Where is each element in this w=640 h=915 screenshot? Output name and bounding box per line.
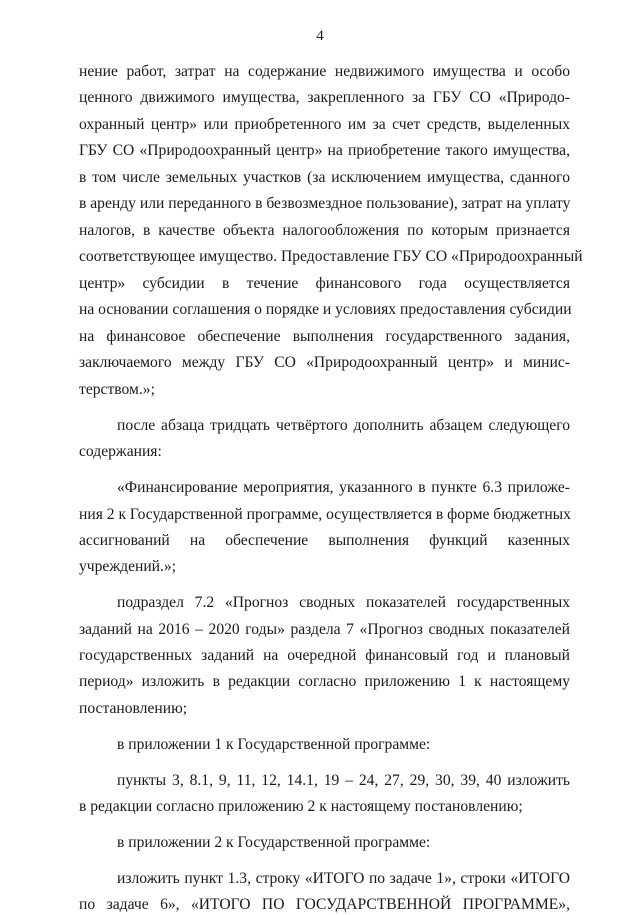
- text-line: ГБУ СО «Природоохранный центр» на приобретение такого имущества,: [79, 142, 570, 159]
- text-line: заданий на 2016 – 2020 годы» раздела 7 «Прогноз сводных показателей: [79, 621, 570, 638]
- text-line: на финансовое обеспечение выполнения государственного задания,: [79, 328, 570, 345]
- text-line: заключаемого между ГБУ СО «Природоохранный центр» и минис-: [79, 354, 570, 371]
- text-line: ния 2 к Государственной программе, осуществляется в форме бюджетных: [79, 506, 571, 523]
- text-line: терством.»;: [79, 381, 155, 398]
- text-line: на основании соглашения о порядке и условиях предоставления субсидии: [79, 301, 572, 318]
- text-line: постановлению;: [79, 700, 188, 717]
- text-line: после абзаца тридцать четвёртого дополнить абзацем следующего: [117, 417, 570, 434]
- text-line: охранный центр» или приобретенного им за счет средств, выделенных: [79, 116, 570, 133]
- text-line: учреждений.»;: [79, 558, 177, 575]
- text-line: в аренду или переданного в безвозмездное пользование), затрат на уплату: [79, 195, 571, 212]
- text-line: нение работ, затрат на содержание недвижимого имущества и особо: [79, 63, 570, 80]
- text-line: в редакции согласно приложению 2 к настоящему постановлению;: [79, 798, 523, 815]
- text-line: в приложении 2 к Государственной программе:: [117, 834, 431, 851]
- text-line: государственных заданий на очередной финансовый год и плановый: [79, 647, 570, 664]
- text-line: ассигнований на обеспечение выполнения функций казенных: [79, 532, 570, 549]
- text-line: период» изложить в редакции согласно приложению 1 к настоящему: [79, 673, 570, 690]
- text-line: изложить пункт 1.3, строку «ИТОГО по задаче 1», строки «ИТОГО: [117, 870, 570, 887]
- text-line: пункты 3, 8.1, 9, 11, 12, 14.1, 19 – 24, 27, 29, 30, 39, 40 изложить: [117, 772, 570, 789]
- text-line: налогов, в качестве объекта налогообложения по которым признается: [79, 222, 570, 239]
- text-line: соответствующее имущество. Предоставление ГБУ СО «Природоохранный: [79, 248, 583, 265]
- text-line: в приложении 1 к Государственной программе:: [117, 736, 431, 753]
- text-line: центр» субсидии в течение финансового года осуществляется: [79, 275, 570, 292]
- text-line: по задаче 6», «ИТОГО ПО ГОСУДАРСТВЕННОЙ ПРОГРАММЕ»,: [79, 896, 570, 913]
- text-line: «Финансирование мероприятия, указанного в пункте 6.3 приложе-: [117, 479, 570, 496]
- text-line: в том числе земельных участков (за исключением имущества, сданного: [79, 169, 570, 186]
- text-line: ценного движимого имущества, закрепленного за ГБУ СО «Природо-: [79, 89, 570, 106]
- text-line: содержания:: [79, 443, 162, 460]
- page-number: 4: [316, 28, 324, 44]
- text-line: подраздел 7.2 «Прогноз сводных показателей государственных: [117, 594, 570, 611]
